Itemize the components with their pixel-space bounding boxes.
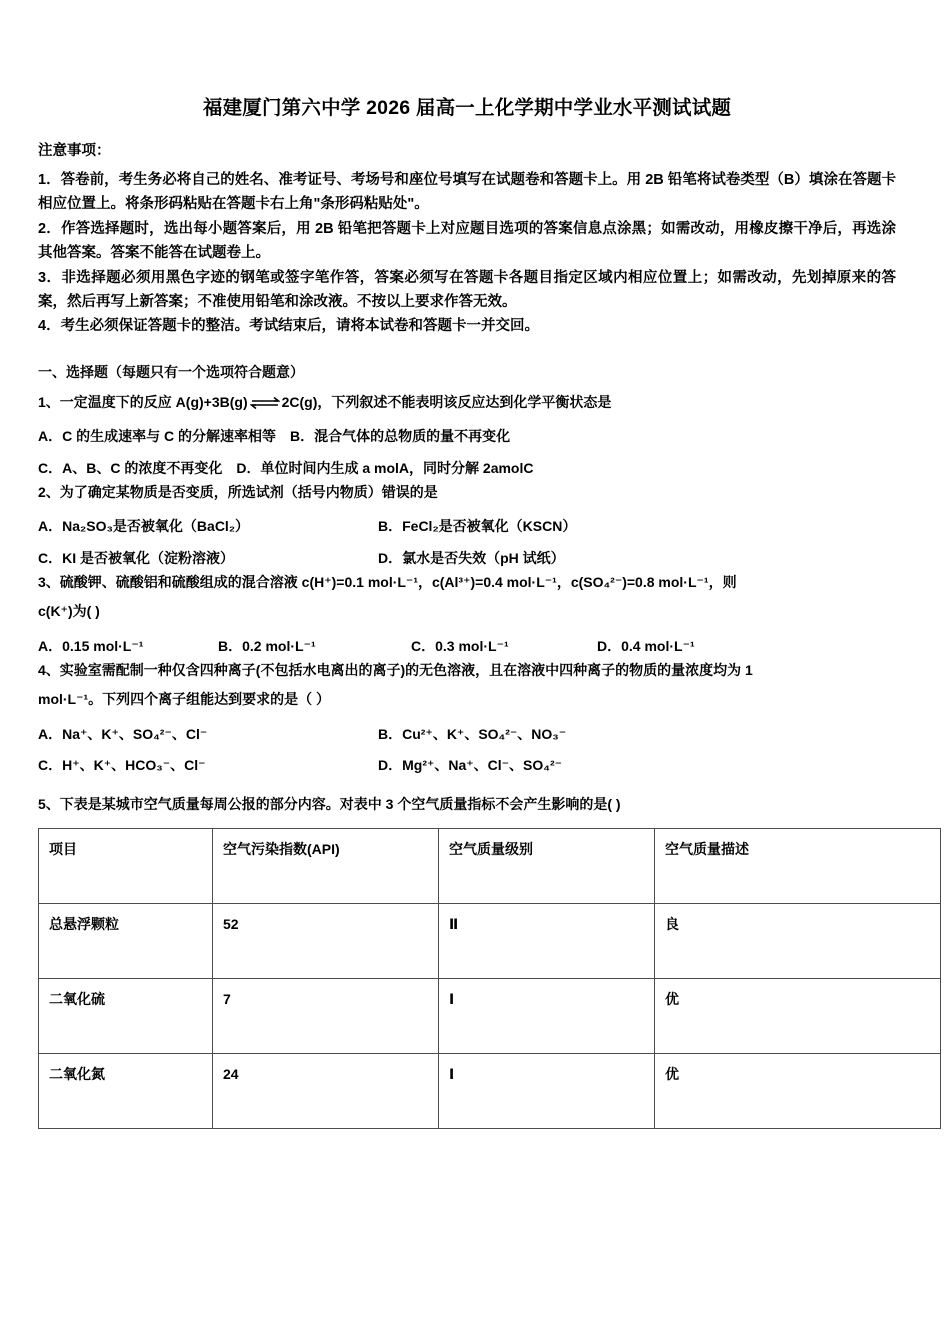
notice-item-2: 2．作答选择题时，选出每小题答案后，用 2B 铅笔把答题卡上对应题目选项的答案信息点涂黑；如需改动，用橡皮擦干净后，再选涂其他答案。答案不能答在试题卷上。 — [38, 220, 896, 262]
question-4-option-b[interactable]: B．Cu²⁺、K⁺、SO₄²⁻、NO₃⁻ — [378, 725, 567, 742]
question-1-option-b[interactable]: B．混合气体的总物质的量不再变化 — [290, 428, 511, 445]
question-2-options-row-1 — [38, 515, 896, 537]
table-cell-item: 总悬浮颗粒 — [39, 903, 213, 978]
question-4-option-c[interactable]: C．H⁺、K⁺、HCO₃⁻、Cl⁻ — [38, 757, 206, 774]
table-row — [39, 978, 941, 1053]
question-2-number: 2、 — [38, 484, 60, 501]
question-2-option-c[interactable]: C．KI 是否被氧化（淀粉溶液） — [38, 549, 234, 566]
question-4-options-row-2 — [38, 754, 896, 776]
question-3-option-d[interactable]: D．0.4 mol·L⁻¹ — [597, 637, 695, 654]
question-2-stem — [38, 479, 896, 506]
table-cell-desc: 良 — [655, 903, 941, 978]
question-3-option-c[interactable]: C．0.3 mol·L⁻¹ — [411, 637, 509, 654]
question-2-option-a[interactable]: A．Na₂SO₃是否被氧化（BaCl₂） — [38, 518, 250, 535]
table-row — [39, 1053, 941, 1128]
question-2-option-b[interactable]: B．FeCl₂是否被氧化（KSCN） — [378, 518, 577, 535]
question-4-option-a[interactable]: A．Na⁺、K⁺、SO₄²⁻、Cl⁻ — [38, 725, 208, 742]
table-cell-api: 7 — [213, 978, 439, 1053]
notice-item-4: 4．考生必须保证答题卡的整洁。考试结束后，请将本试卷和答题卡一并交回。 — [38, 318, 540, 335]
question-5-number: 5、 — [38, 795, 60, 812]
question-1-stem-before: 一定温度下的反应 A(g)+3B(g) — [59, 394, 248, 410]
question-1-options-row-2 — [38, 457, 896, 479]
notice-block — [38, 141, 896, 338]
question-1-stem-after: 2C(g)，下列叙述不能表明该反应达到化学平衡状态是 — [281, 394, 612, 410]
question-4-number: 4、 — [38, 662, 60, 679]
question-2-option-d[interactable]: D．氯水是否失效（pH 试纸） — [378, 549, 565, 566]
table-cell-item: 二氧化硫 — [39, 978, 213, 1053]
question-3-option-b[interactable]: B．0.2 mol·L⁻¹ — [218, 637, 316, 654]
table-cell-api: 24 — [213, 1053, 439, 1128]
question-5 — [38, 791, 896, 1129]
table-header-row — [39, 828, 941, 903]
question-3-option-a[interactable]: A．0.15 mol·L⁻¹ — [38, 637, 144, 654]
question-4-stem-line1: 实验室需配制一种仅含四种离子(不包括水电离出的离子)的无色溶液，且在溶液中四种离子的物质的量浓度均为 1 — [59, 662, 753, 679]
question-3-stem — [38, 569, 896, 596]
question-1 — [38, 389, 896, 479]
question-3-number: 3、 — [38, 574, 60, 591]
equilibrium-arrow-icon — [250, 397, 280, 409]
question-4-stem — [38, 657, 896, 684]
question-4-option-d[interactable]: D．Mg²⁺、Na⁺、Cl⁻、SO₄²⁻ — [378, 757, 563, 774]
table-cell-item: 二氧化氮 — [39, 1053, 213, 1128]
question-3-options-row — [38, 635, 896, 657]
question-2 — [38, 479, 896, 569]
table-cell-level: Ⅰ — [439, 1053, 655, 1128]
question-2-options-row-2 — [38, 547, 896, 569]
notice-item-3: 3．非选择题必须用黑色字迹的钢笔或签字笔作答，答案必须写在答题卡各题目指定区域内相应位置上；如需改动，先划掉原来的答案，然后再写上新答案；不准使用铅笔和涂改液。不按以上要求作答无效。 — [38, 269, 896, 310]
table-header-level: 空气质量级别 — [439, 828, 655, 903]
table-cell-api: 52 — [213, 903, 439, 978]
question-1-option-d[interactable]: D．单位时间内生成 a molA，同时分解 2amolC — [236, 459, 534, 476]
page-content — [38, 96, 896, 1129]
table-cell-level: Ⅱ — [439, 903, 655, 978]
notice-item-1: 1．答卷前，考生务必将自己的姓名、准考证号、考场号和座位号填写在试题卷和答题卡上。用 2B 铅笔将试卷类型（B）填涂在答题卡相应位置上。将条形码粘贴在答题卡右上角"条形码粘贴处"。 — [38, 172, 896, 213]
question-1-number: 1、 — [38, 394, 60, 410]
question-5-stem-text: 下表是某城市空气质量每周公报的部分内容。对表中 3 个空气质量指标不会产生影响的是( ) — [59, 795, 621, 812]
page-title: 福建厦门第六中学 2026 届高一上化学期中学业水平测试试题 — [202, 97, 732, 119]
question-4-stem-line2: mol·L⁻¹。下列四个离子组能达到要求的是（ ） — [38, 691, 331, 708]
question-1-options-row-1 — [38, 425, 896, 447]
table-header-api: 空气污染指数(API) — [213, 828, 439, 903]
table-cell-desc: 优 — [655, 978, 941, 1053]
question-3 — [38, 569, 896, 657]
question-1-option-a[interactable]: A．C 的生成速率与 C 的分解速率相等 — [38, 428, 276, 445]
air-quality-table — [38, 828, 941, 1129]
question-4 — [38, 657, 896, 776]
question-3-stem-text: 硫酸钾、硫酸铝和硫酸组成的混合溶液 c(H⁺)=0.1 mol·L⁻¹，c(Al³⁺)=0.4 mol·L⁻¹，c(SO₄²⁻)=0.8 mol·L⁻¹，则 — [59, 574, 737, 591]
table-row — [39, 903, 941, 978]
question-5-stem — [38, 791, 896, 818]
question-3-stem-line2: c(K⁺)为( ) — [38, 603, 100, 620]
section-heading-choice: 一、选择题（每题只有一个选项符合题意） — [38, 363, 304, 380]
question-2-stem-text: 为了确定某物质是否变质，所选试剂（括号内物质）错误的是 — [59, 484, 438, 501]
table-cell-level: Ⅰ — [439, 978, 655, 1053]
question-4-options-row-1 — [38, 723, 896, 745]
table-header-item: 项目 — [39, 828, 213, 903]
table-cell-desc: 优 — [655, 1053, 941, 1128]
question-1-option-c[interactable]: C．A、B、C 的浓度不再变化 — [38, 459, 223, 476]
notice-heading: 注意事项： — [38, 143, 111, 160]
question-1-stem — [38, 389, 896, 416]
table-header-desc: 空气质量描述 — [655, 828, 941, 903]
